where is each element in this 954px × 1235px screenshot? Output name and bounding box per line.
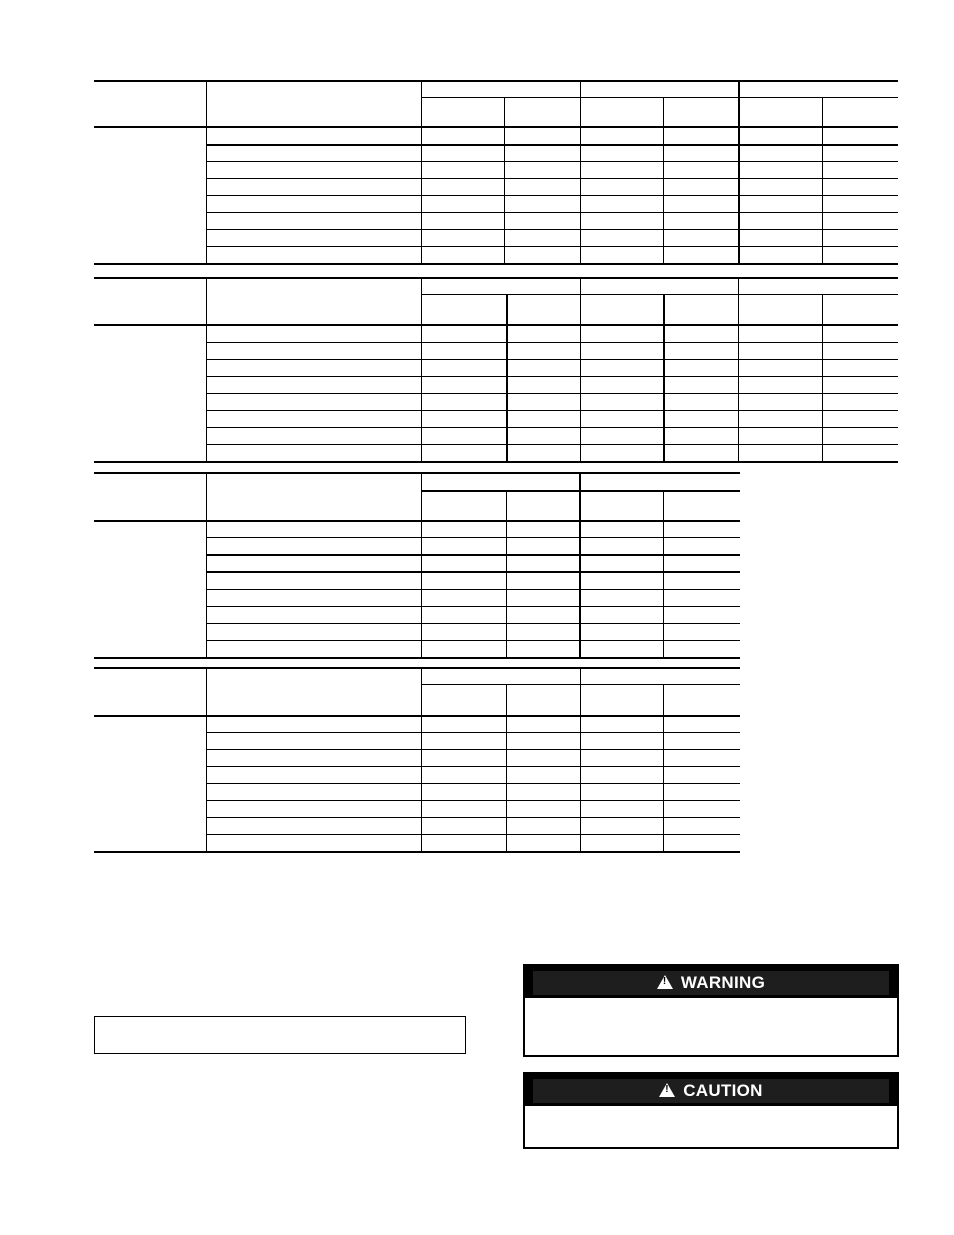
table-rule [94, 277, 898, 279]
table-rule [504, 97, 505, 264]
table-rule [663, 490, 664, 658]
table-rule [206, 732, 740, 733]
table-rule [94, 461, 898, 463]
table-rule [421, 97, 898, 98]
table-rule [206, 749, 740, 750]
table-rule [206, 195, 898, 196]
table-rule [822, 97, 823, 264]
table-rule [94, 851, 740, 853]
table-rule [206, 667, 207, 852]
table-rule [206, 144, 898, 146]
table-rule [206, 359, 898, 360]
table-rule [206, 800, 740, 801]
table-rule [94, 80, 898, 82]
performance-table-3 [94, 472, 740, 660]
table-rule [94, 472, 740, 474]
table-rule [206, 783, 740, 784]
performance-table-1 [94, 80, 898, 266]
table-rule [421, 294, 898, 295]
table-rule [580, 80, 581, 264]
table-rule [206, 537, 740, 538]
table-rule [94, 126, 898, 128]
table-rule [206, 410, 898, 411]
table-rule [822, 294, 823, 462]
table-rule [206, 817, 740, 818]
table-rule [206, 589, 740, 590]
table-rule [206, 444, 898, 445]
table-rule [506, 294, 508, 462]
table-rule [206, 393, 898, 394]
warning-alert [523, 964, 899, 1057]
table-rule [580, 277, 581, 462]
table-rule [663, 294, 665, 462]
note-box [94, 1016, 466, 1054]
table-rule [506, 684, 507, 852]
table-rule [94, 263, 898, 265]
table-rule [206, 342, 898, 343]
table-rule [94, 520, 740, 522]
table-rule [206, 623, 740, 624]
table-rule [579, 472, 581, 658]
table-rule [663, 684, 664, 852]
table-rule [94, 667, 740, 669]
table-rule [206, 229, 898, 230]
performance-table-4 [94, 667, 740, 855]
table-rule [206, 161, 898, 162]
caution-banner [525, 1074, 897, 1106]
table-rule [206, 80, 207, 264]
table-rule [738, 277, 739, 462]
table-rule [206, 178, 898, 179]
table-rule [94, 324, 898, 326]
table-rule [206, 766, 740, 767]
table-rule [580, 667, 581, 852]
table-rule [206, 427, 898, 428]
table-rule [738, 80, 740, 264]
caution-triangle-icon [659, 1083, 675, 1097]
table-rule [206, 212, 898, 213]
table-rule [94, 715, 740, 717]
table-rule [206, 472, 207, 658]
warning-banner [525, 966, 897, 998]
warning-label: WARNING [680, 973, 766, 992]
table-rule [206, 554, 740, 556]
table-rule [206, 571, 740, 573]
table-rule [206, 376, 898, 377]
table-rule [506, 490, 507, 658]
caution-alert [523, 1072, 899, 1149]
table-rule [206, 606, 740, 607]
table-rule [663, 97, 664, 264]
table-rule [206, 246, 898, 247]
caution-label: CAUTION [683, 1081, 763, 1100]
table-rule [421, 80, 422, 264]
table-rule [206, 834, 740, 835]
warning-triangle-icon [657, 975, 673, 989]
table-rule [421, 472, 422, 658]
table-rule [206, 277, 207, 462]
table-rule [421, 667, 422, 852]
table-rule [206, 640, 740, 641]
table-rule [421, 277, 422, 462]
table-rule [94, 657, 740, 659]
performance-table-2 [94, 277, 898, 465]
